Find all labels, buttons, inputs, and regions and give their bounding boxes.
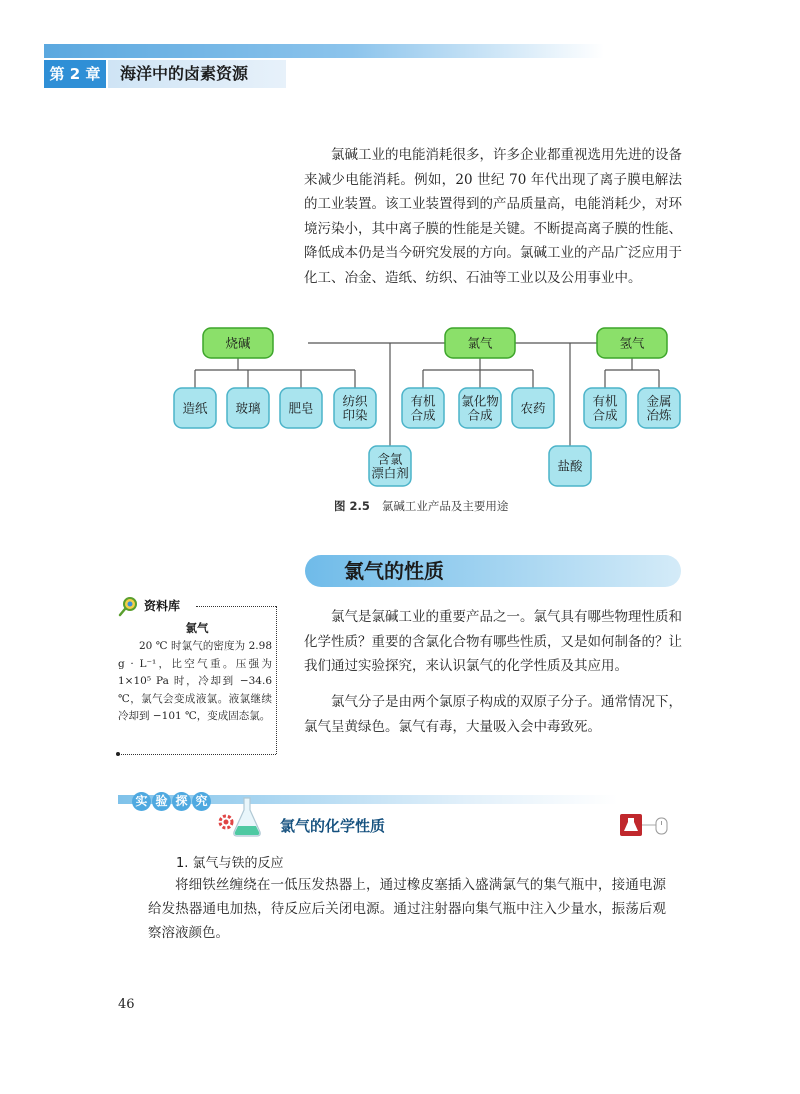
cl2-use-node-label: 合成 — [410, 407, 436, 423]
figure-caption — [334, 498, 508, 514]
section-title: 氯气的性质 — [344, 559, 444, 583]
flask-gear-icon — [216, 794, 268, 840]
product-node-label: 氢气 — [619, 335, 645, 351]
sidebar-right-rule — [276, 606, 277, 754]
experiment-tag: 实 — [132, 792, 151, 811]
cl2-use-node — [459, 388, 501, 428]
product-node — [203, 328, 273, 358]
intro-paragraph: 氯碱工业的电能消耗很多，许多企业都重视选用先进的设备来减少电能消耗。例如，20 世纪 70 年代出现了离子膜电解法的工业装置。该工业装置得到的产品质量高，电能消耗少，对环境污染小，其中离子膜的性能是关键。不断提高离子膜的性能、降低成本仍是当今研究发展的方向。氯碱工业的产品广泛应用于化工、冶金、造纸、纺织、石油等工业以及公用事业中。 — [304, 147, 682, 286]
section-paragraph-1: 氯气是氯碱工业的重要产品之一。氯气具有哪些物理性质和化学性质？重要的含氯化合物有哪些性质，又是如何制备的？让我们通过实验探究，来认识氯气的化学性质及其应用。 — [304, 609, 682, 674]
experiment-paragraph: 将细铁丝缠绕在一低压发热器上，通过橡皮塞插入盛满氯气的集气瓶中，接通电源给发热器通电加热，待反应后关闭电源。通过注射器向集气瓶中注入少量水，振荡后观察溶液颜色。 — [148, 877, 666, 941]
h2-use-node-label: 金属 — [646, 393, 672, 409]
cl2-use-node-label: 有机 — [410, 393, 436, 409]
experiment-subheading: 1. 氯气与铁的反应 — [176, 856, 284, 871]
naoh-use-node-label: 造纸 — [182, 400, 208, 416]
h2-use-node-label: 冶炼 — [646, 407, 672, 423]
bleach-node-label: 漂白剂 — [371, 465, 409, 481]
experiment-tags — [132, 790, 212, 811]
sidebar-top-rule — [196, 606, 276, 607]
sidebar-subtitle: 氯气 — [185, 621, 209, 635]
chapter-badge: 第 2 章 — [44, 60, 106, 88]
experiment-tag: 究 — [192, 792, 211, 811]
naoh-use-node-label: 纺织 — [342, 393, 368, 409]
cl2-use-node-label: 合成 — [467, 407, 493, 423]
header-gradient-bar — [44, 44, 604, 58]
sidebar-bottom-rule — [118, 754, 276, 755]
cl2-use-node-label: 氯化物 — [461, 393, 499, 409]
product-node-label: 烧碱 — [225, 335, 251, 351]
sidebar-heading: 资料库 — [144, 599, 181, 613]
hcl-node-label: 盐酸 — [557, 458, 583, 474]
hcl-node — [549, 446, 591, 486]
product-node — [597, 328, 667, 358]
sidebar-body: 20 ℃ 时氯气的密度为 2.98 g · L⁻¹，比空气重。压强为 1×10⁵ Pa 时，冷却到 −34.6 ℃，氯气会变成液氯。液氯继续冷却到 −101 ℃，变成固态氯。 — [118, 640, 272, 722]
h2-use-node — [584, 388, 626, 428]
chlor-alkali-diagram — [165, 322, 695, 492]
naoh-use-node — [227, 388, 269, 428]
experiment-title: 氯气的化学性质 — [280, 817, 386, 835]
naoh-use-node-label: 肥皂 — [288, 400, 314, 416]
cl2-use-node — [402, 388, 444, 428]
figure-label: 图 2.5 — [334, 499, 370, 513]
page-number: 46 — [118, 997, 135, 1012]
sidebar-corner-dot — [116, 752, 120, 756]
section-paragraph-2: 氯气分子是由两个氯原子构成的双原子分子。通常情况下，氯气呈黄绿色。氯气有毒，大量吸入会中毒致死。 — [304, 694, 682, 735]
product-node-label: 氯气 — [467, 335, 493, 351]
naoh-use-node-label: 玻璃 — [235, 400, 261, 416]
naoh-use-node-label: 印染 — [342, 407, 368, 423]
experiment-tag: 探 — [172, 792, 191, 811]
bleach-node-label: 含氯 — [377, 451, 403, 467]
naoh-use-node — [334, 388, 376, 428]
h2-use-node — [638, 388, 680, 428]
h2-use-node-label: 合成 — [592, 407, 618, 423]
figure-caption-text: 氯碱工业产品及主要用途 — [381, 499, 509, 513]
cl2-use-node — [512, 388, 554, 428]
bleach-node — [369, 446, 411, 486]
chapter-title: 海洋中的卤素资源 — [108, 60, 286, 88]
naoh-use-node — [174, 388, 216, 428]
media-flask-icon[interactable] — [618, 812, 674, 838]
naoh-use-node — [280, 388, 322, 428]
h2-use-node-label: 有机 — [592, 393, 618, 409]
product-node — [445, 328, 515, 358]
magnifier-icon — [118, 595, 142, 617]
cl2-use-node-label: 农药 — [520, 400, 546, 416]
experiment-tag: 验 — [152, 792, 171, 811]
